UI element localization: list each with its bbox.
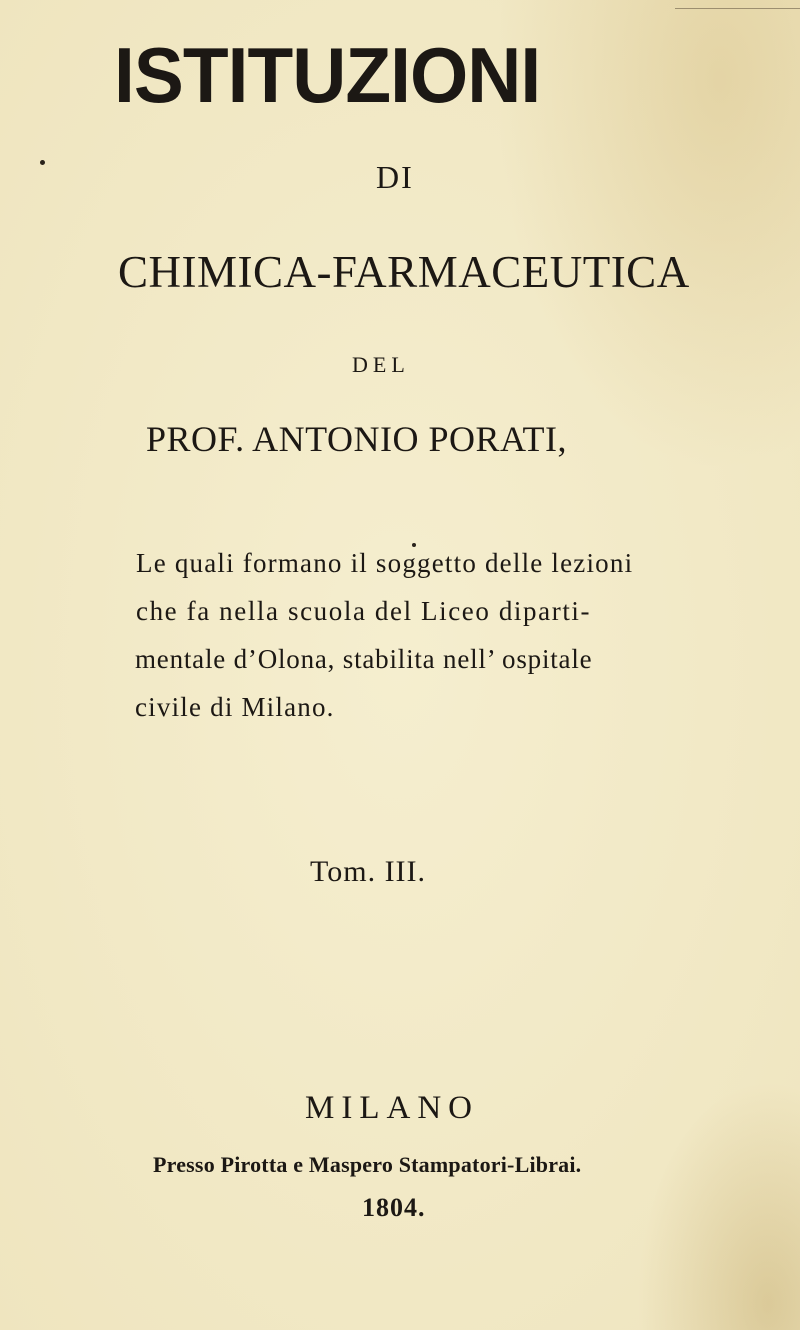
- book-title: ISTITUZIONI: [114, 31, 541, 119]
- title-preposition: DI: [376, 159, 414, 195]
- publication-year: 1804.: [362, 1193, 426, 1222]
- author-name: PROF. ANTONIO PORATI,: [146, 419, 568, 459]
- top-edge-rule: [675, 8, 800, 9]
- description-line: mentale d’Olona, stabilita nell’ ospitale: [135, 644, 593, 674]
- title-article: DEL: [352, 352, 410, 377]
- publication-city: MILANO: [305, 1090, 479, 1126]
- volume-number: Tom. III.: [310, 855, 427, 888]
- ink-speck: [412, 543, 416, 547]
- book-subject: CHIMICA-FARMACEUTICA: [118, 247, 690, 297]
- description-line: Le quali formano il soggetto delle lezioni: [136, 548, 634, 578]
- description-line: che fa nella scuola del Liceo diparti-: [136, 596, 592, 626]
- ink-speck: [40, 160, 45, 165]
- description-line: civile di Milano.: [135, 692, 335, 722]
- publisher-imprint: Presso Pirotta e Maspero Stampatori-Librai.: [153, 1152, 582, 1177]
